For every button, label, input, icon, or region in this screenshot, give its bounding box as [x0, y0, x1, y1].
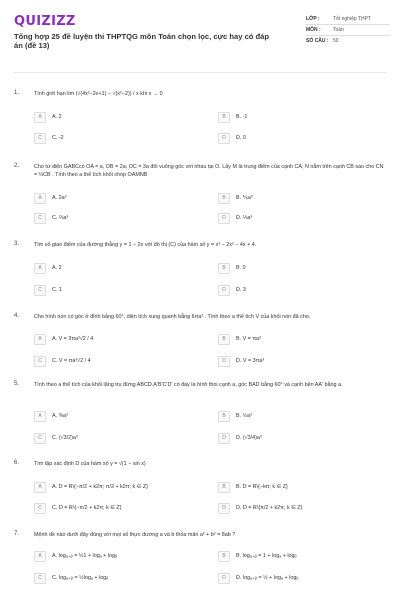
question-text: Cho tứ diện GABCcó OA = a, OB = 2a; OC = 3a đôi vuông góc với nhau tại O. Lấy M là trung điểm của cạnh CA; N nằm trên cạnh CB sao cho CN = ⅔CB . Tính theo a thể tích khối chóp OAMNB — [34, 164, 384, 178]
option-letter: B — [218, 411, 230, 422]
option-b[interactable] — [218, 334, 261, 344]
meta-mon-value: Toán — [333, 27, 344, 34]
option-letter: A — [34, 263, 46, 274]
option-text: B. ⅙a³ — [236, 195, 253, 201]
option-text: B. ½a³ — [236, 413, 252, 419]
option-letter: A — [34, 112, 46, 123]
option-text: C. ⅔a³ — [52, 215, 69, 221]
worksheet-meta — [306, 16, 390, 49]
option-letter: D — [218, 213, 230, 224]
question-number: 5. — [14, 381, 20, 387]
question-number: 2. — [14, 163, 20, 169]
option-letter: D — [218, 433, 230, 444]
option-b[interactable] — [218, 263, 246, 273]
option-c[interactable] — [34, 356, 91, 366]
option-d[interactable] — [218, 285, 246, 295]
option-a[interactable] — [34, 551, 117, 561]
option-letter: D — [218, 573, 230, 584]
option-text: C. (√3/2)a³ — [52, 435, 78, 441]
option-b[interactable] — [218, 112, 247, 122]
worksheet-title: Tổng hợp 25 đề luyện thi THPTQG môn Toán chọn lọc, cực hay có đáp án (đề 13) — [14, 32, 270, 50]
option-text: B. logₐ₊ᵦ = 1 + logₐ + logᵦ — [236, 553, 297, 559]
option-letter: A — [34, 334, 46, 345]
option-text: A. ⅜a³ — [52, 413, 68, 419]
meta-mon-label: MÔN : — [306, 27, 321, 34]
option-text: A. 2 — [52, 265, 62, 271]
option-text: B. D = R\{−kπ; k ∈ Z} — [236, 484, 288, 490]
option-c[interactable] — [34, 285, 62, 295]
option-letter: C — [34, 503, 46, 514]
option-letter: C — [34, 433, 46, 444]
option-letter: D — [218, 503, 230, 514]
option-d[interactable] — [218, 433, 262, 443]
option-letter: B — [218, 193, 230, 204]
option-letter: C — [34, 573, 46, 584]
option-letter: B — [218, 112, 230, 123]
question-text: Cho hình nón có góc ở đỉnh bằng 60°, diện tích xung quanh bằng 6πa² . Tính theo a thể tích V của khối nón đã cho. — [34, 314, 311, 320]
option-letter: C — [34, 133, 46, 144]
meta-lop-value: Tốt nghiệp THPT — [333, 16, 371, 22]
meta-socau-label: SỐ CÂU : — [306, 38, 329, 45]
option-a[interactable] — [34, 482, 148, 492]
option-letter: C — [34, 213, 46, 224]
option-c[interactable] — [34, 503, 122, 513]
option-text: D. (√3/4)a³ — [236, 435, 262, 441]
question-text: Mệnh đề nào dưới đây đúng với mọi số thực dương a và b thỏa mãn a² + b² = 8ab ? — [34, 532, 236, 538]
question-number: 1. — [14, 90, 20, 96]
option-a[interactable] — [34, 334, 93, 344]
option-a[interactable] — [34, 263, 62, 273]
option-letter: D — [218, 356, 230, 367]
option-letter: B — [218, 551, 230, 562]
option-letter: D — [218, 133, 230, 144]
option-text: D. logₐ₊ᵦ = ½ + logₐ + logᵦ — [236, 575, 299, 581]
option-text: A. 2a³ — [52, 195, 67, 201]
option-text: D. 0 — [236, 135, 246, 141]
option-d[interactable] — [218, 133, 246, 143]
option-a[interactable] — [34, 411, 68, 421]
option-text: D. V = 3πa³ — [236, 358, 265, 364]
option-letter: B — [218, 263, 230, 274]
question-text: Tìm số giao điểm của đường thẳng y = 1 − 2x với đồ thị (C) của hàm số y = x³ − 2x² − 4x + 4. — [34, 242, 257, 248]
option-letter: A — [34, 551, 46, 562]
option-text: D. 3 — [236, 287, 246, 293]
option-text: D. D = R\{π/2 + k2π; k ∈ Z} — [236, 505, 303, 511]
option-letter: D — [218, 285, 230, 296]
meta-lop-label: LỚP : — [306, 16, 320, 22]
option-text: B. 0 — [236, 265, 246, 271]
question-text: Tính theo a thể tích của khối lăng trụ đứng ABCD.A'B'C'D' có đáy là hình thoi cạnh a, góc BAD bằng 60° và cạnh bên AA' bằng a. — [34, 382, 343, 388]
option-text: C. V = πa³√2 / 4 — [52, 358, 91, 364]
option-text: A. logₐ₊ᵦ = ½1 + logₐ + logᵦ — [52, 553, 118, 559]
option-c[interactable] — [34, 133, 64, 143]
option-text: A. D = R\{−π/2 + k2π; π/2 + k2π; k ∈ Z} — [52, 484, 148, 490]
option-a[interactable] — [34, 112, 62, 122]
question-number: 4. — [14, 313, 20, 319]
option-text: A. V = 3πa³√2 / 4 — [52, 336, 94, 342]
question-number: 3. — [14, 241, 20, 247]
option-c[interactable] — [34, 573, 108, 583]
option-text: A. 2 — [52, 114, 62, 120]
meta-socau-value: 50 — [333, 38, 339, 45]
option-d[interactable] — [218, 503, 302, 513]
option-text: C. 1 — [52, 287, 62, 293]
meta-row-socau — [306, 38, 390, 44]
option-b[interactable] — [218, 482, 288, 492]
quizizz-logo: QUIZIZZ — [14, 14, 76, 29]
option-letter: A — [34, 411, 46, 422]
option-d[interactable] — [218, 573, 298, 583]
option-a[interactable] — [34, 193, 66, 203]
option-b[interactable] — [218, 411, 252, 421]
question-text: Tìm tập xác định D của hàm số y = √(1 − sin x) — [34, 461, 146, 467]
option-letter: C — [34, 356, 46, 367]
option-text: B. V = πa³ — [236, 336, 261, 342]
question-number: 6. — [14, 460, 20, 466]
meta-divider — [306, 35, 390, 36]
option-letter: A — [34, 193, 46, 204]
option-text: C. D = R\{−π/2 + k2π; k ∈ Z} — [52, 505, 122, 511]
option-letter: B — [218, 482, 230, 493]
option-text: B. -1 — [236, 114, 248, 120]
option-b[interactable] — [218, 193, 253, 203]
option-text: C. logₐ₊ᵦ = ½logₐ + logᵦ — [52, 575, 109, 581]
option-d[interactable] — [218, 356, 264, 366]
meta-row-mon — [306, 27, 390, 33]
option-letter: A — [34, 482, 46, 493]
option-c[interactable] — [34, 213, 68, 223]
option-d[interactable] — [218, 213, 252, 223]
meta-row-lop — [306, 16, 390, 22]
worksheet-header — [14, 12, 386, 72]
header-divider — [14, 72, 386, 73]
question-text: Tính giới hạn lim (√(4x²−2x+1) − √(x²−2)) / x khi x → 0 — [34, 91, 163, 97]
option-letter: B — [218, 334, 230, 345]
option-c[interactable] — [34, 433, 78, 443]
option-b[interactable] — [218, 551, 297, 561]
option-letter: C — [34, 285, 46, 296]
option-text: D. ⅓a³ — [236, 215, 253, 221]
meta-divider — [306, 24, 390, 25]
option-text: C. -2 — [52, 135, 64, 141]
question-number: 7. — [14, 531, 20, 537]
